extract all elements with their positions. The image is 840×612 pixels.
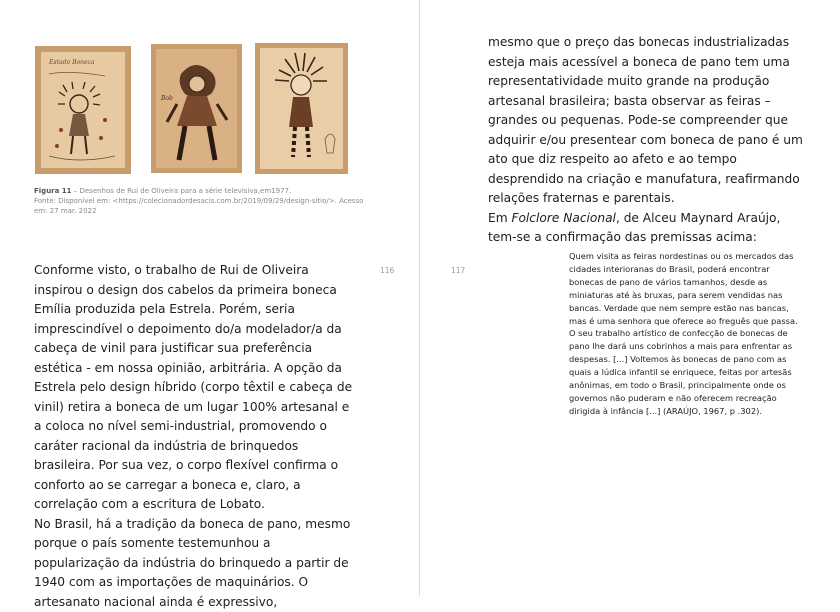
right-body-text <box>488 33 808 248</box>
sketch-photo-1 <box>35 46 131 174</box>
right-paragraph-2 <box>488 209 808 248</box>
sketch-photo-2 <box>151 44 242 173</box>
book-title: Folclore Nacional <box>511 211 616 225</box>
left-paragraph-2: No Brasil, há a tradição da boneca de pano, mesmo porque o país somente testemunhou a popularização da indústria do brinquedo a partir de 1940 com as importações de maquinários. O artesanato nacional ainda é expressivo, <box>34 515 359 612</box>
caption-text: – Desenhos de Rui de Oliveira para a série televisiva,em1977. <box>72 187 292 195</box>
sketch-photo-3 <box>255 43 348 174</box>
paragraph-2-end: , de Alceu Maynard Araújo, tem-se a confirmação das premissas acima: <box>488 211 780 245</box>
sketch-2-inscription: Bob <box>160 95 173 102</box>
quote-text: Quem visita as feiras nordestinas ou os mercados das cidades interioranas do Brasil, poderá encontrar bonecas de pano de vários tamanhos, desde as miniaturas até às bruxas, para serem vendidas nas bancas. Verdade que nem sempre estão nas bancas, mas é uma senhora que oferece ao freguês que passa. O seu trabalho artístico de confecção de bonecas de pano lhe dará uns cobrinhos a mais para enfrentar as despesas. [...] Voltemos às bonecas de pano com as quais a lúdica infantil se enriquece, feitas por artesãs anônimas, em todo o Brasil, principalmente onde os governos não puderam e não oferecem recreação dirigida à infância [...] (ARAÚJO, 1967, p .302). <box>569 250 801 418</box>
left-paragraph-1: Conforme visto, o trabalho de Rui de Oliveira inspirou o design dos cabelos da primeira boneca Emília produzida pela Estrela. Porém, seria imprescindível o depoimento do/a modelador/a da cabeça de vinil para justificar sua preferência estética - em nossa opinião, arbitrária. A opção da Estrela pelo design híbrido (corpo têxtil e cabeça de vinil) retira a boneca de um lugar 100% artesanal e a coloca no nível semi-industrial, promovendo o caráter racional da indústria de brinquedos brasileira. Por sua vez, o corpo flexível confirma o conforto ao se carregar a boneca e, claro, a correlação com a escritura de Lobato. <box>34 261 359 515</box>
caption-source: Fonte: Disponível em: <https://colecionadordesacis.com.br/2019/09/29/design-sitio/>. Acesso em: 27 mar. 2022 <box>34 197 363 215</box>
paragraph-2-start: Em <box>488 211 511 225</box>
page-number-right: 117 <box>451 266 465 275</box>
left-body-text <box>34 261 359 612</box>
right-paragraph-1: mesmo que o preço das bonecas industrializadas esteja mais acessível a boneca de pano tem uma representatividade muito grande na produção artesanal brasileira; basta observar as feiras – grandes ou pequenas. Pode-se compreender que adquirir e/ou presentear com boneca de pano é um ato que diz respeito ao afeto e ao tempo desprendido na criação e manufatura, reafirmando relações fraternas e parentais. <box>488 33 808 209</box>
figure-caption <box>34 186 364 216</box>
block-quote <box>569 250 801 418</box>
left-page <box>0 0 419 596</box>
sketch-1-inscription: Estudo Boneca <box>48 59 95 66</box>
caption-label: Figura 11 <box>34 187 72 195</box>
page-number-left: 116 <box>380 266 394 275</box>
